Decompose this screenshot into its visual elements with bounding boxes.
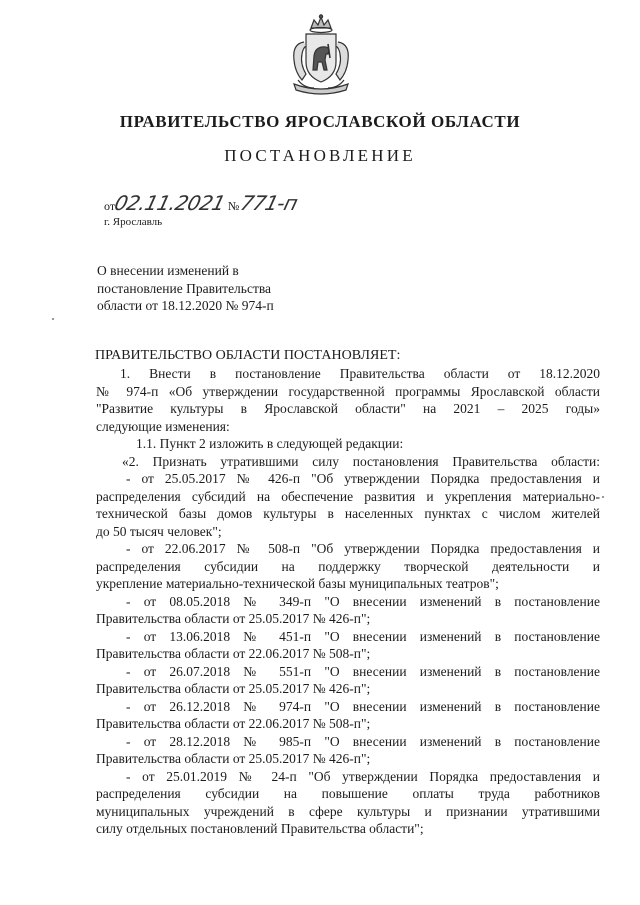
body-line: - от 26.07.2018 № 551-п "О внесении изменений в постановление xyxy=(126,663,600,679)
body-line: - от 13.06.2018 № 451-п "О внесении изменений в постановление xyxy=(126,628,600,644)
document-type-title: ПОСТАНОВЛЕНИЕ xyxy=(224,146,416,165)
body-line: 1. Внести в постановление Правительства области от 18.12.2020 xyxy=(120,366,600,381)
resolution-heading: ПРАВИТЕЛЬСТВО ОБЛАСТИ ПОСТАНОВЛЯЕТ: xyxy=(95,348,401,363)
body-line: «2. Признать утратившими силу постановления Правительства области: xyxy=(122,453,600,469)
body-line: Правительства области от 25.05.2017 № 426-п"; xyxy=(96,611,371,626)
handwritten-date: 02.11.2021 xyxy=(112,191,228,215)
body-line: технической базы домов культуры в населенных пунктах с числом жителей xyxy=(96,506,600,521)
handwritten-number: 771-п xyxy=(238,191,301,215)
body-line: распределения субсидии на поддержку творческой деятельности и xyxy=(96,558,600,574)
subject-line: О внесении изменений в xyxy=(97,263,239,278)
body-line: 1.1. Пункт 2 изложить в следующей редакции: xyxy=(136,436,404,451)
scan-speckle xyxy=(602,496,604,498)
subject-line: постановление Правительства xyxy=(97,280,272,296)
body-line: распределения субсидии на повышение оплаты труда работников xyxy=(96,786,600,801)
body-line: Правительства области от 25.05.2017 № 426-п"; xyxy=(96,681,371,696)
body-line: "Развитие культуры в Ярославской области" на 2021 – 2025 годы» xyxy=(96,401,600,416)
body-line: - от 25.05.2017 № 426-п "Об утверждении Порядка предоставления и xyxy=(126,471,600,486)
body-line: - от 26.12.2018 № 974-п "О внесении изменений в постановление xyxy=(126,698,600,714)
body-line: Правительства области от 25.05.2017 № 426-п"; xyxy=(96,751,371,766)
date-number-line xyxy=(104,191,301,215)
body-line: № 974-п «Об утверждении государственной программы Ярославской области xyxy=(96,383,600,399)
body-line: Правительства области от 22.06.2017 № 508-п"; xyxy=(96,646,371,661)
body-line: - от 22.06.2017 № 508-п "Об утверждении Порядка предоставления и xyxy=(126,541,600,556)
body-line: до 50 тысяч человек"; xyxy=(96,523,222,539)
date-prefix: от xyxy=(104,199,116,213)
city-label: г. Ярославль xyxy=(104,216,163,228)
document-subject xyxy=(97,262,274,315)
body-line: укрепление материально-технической базы муниципальных театров"; xyxy=(96,576,499,591)
body-line: - от 28.12.2018 № 985-п "О внесении изменений в постановление xyxy=(126,733,600,749)
body-line: Правительства области от 22.06.2017 № 508-п"; xyxy=(96,716,371,731)
body-line: - от 25.01.2019 № 24-п "Об утверждении Порядка предоставления и xyxy=(126,768,600,784)
body-line: следующие изменения: xyxy=(96,418,230,434)
coat-of-arms-emblem xyxy=(284,14,358,98)
document-body xyxy=(96,365,600,838)
government-title: ПРАВИТЕЛЬСТВО ЯРОСЛАВСКОЙ ОБЛАСТИ xyxy=(119,112,521,131)
body-line: - от 08.05.2018 № 349-п "О внесении изменений в постановление xyxy=(126,593,600,609)
body-line: распределения субсидий на обеспечение развития и укрепления материально- xyxy=(96,488,600,504)
body-line: силу отдельных постановлений Правительства области"; xyxy=(96,821,424,836)
body-line: муниципальных учреждений в сфере культуры и признании утратившими xyxy=(96,803,600,819)
scan-speckle xyxy=(52,318,54,320)
number-prefix: № xyxy=(227,199,240,213)
subject-line: области от 18.12.2020 № 974-п xyxy=(97,298,274,313)
